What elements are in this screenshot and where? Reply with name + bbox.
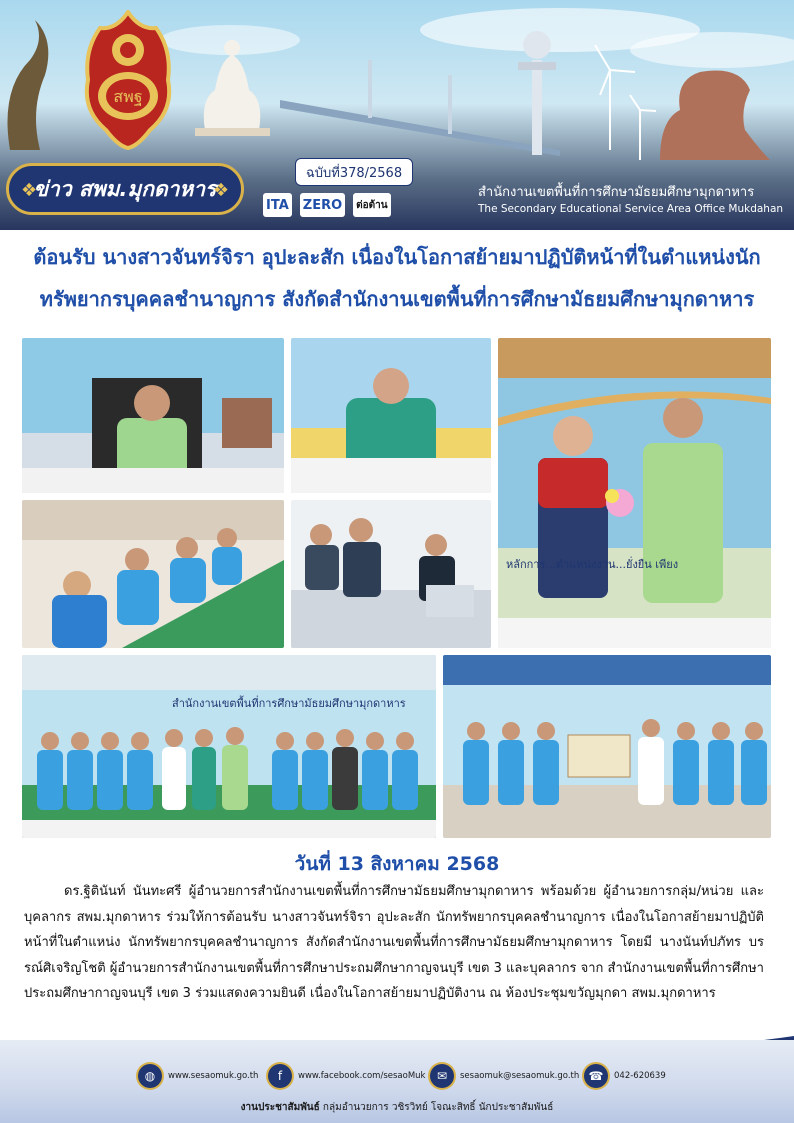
photo-director-speaking [22, 338, 284, 493]
photo-staff-seated [22, 500, 284, 648]
bridge [280, 100, 560, 156]
headline-line-1: ต้อนรับ นางสาวจันทร์จิรา อุปะละสัก เนื่องในโอกาสย้ายมาปฏิบัติหน้าที่ในตำแหน่งนัก [33, 245, 761, 269]
org-name-english: The Secondary Educational Service Area Office Mukdahan [478, 203, 784, 215]
news-label-box [6, 163, 244, 215]
envelope-icon: ✉ [430, 1064, 454, 1088]
phone-contact[interactable] [584, 1064, 666, 1088]
wind-turbine [595, 45, 656, 160]
headline-line-2: ทรัพยากรบุคคลชำนาญการ สังกัดสำนักงานเขตพื้นที่การศึกษามัธยมศึกษามุกดาหาร [39, 287, 755, 311]
email-link[interactable]: sesaomuk@sesaomuk.go.th [460, 1071, 580, 1081]
ita-badge: ITA [263, 193, 292, 217]
rock-formation [660, 70, 770, 160]
news-label: ข่าว สพม.มุกดาหาร [33, 176, 217, 201]
website-contact[interactable] [138, 1064, 258, 1088]
zero-tolerance-badge: ZERO [300, 193, 345, 217]
badge-row [263, 193, 391, 217]
ornament-icon: ❖ [21, 180, 38, 201]
photo-group-left [22, 655, 436, 838]
naga-statue [8, 20, 49, 150]
photo-woman-speaking [291, 338, 491, 493]
header-banner [0, 0, 794, 230]
anti-corruption-badge: ต่อต้าน [353, 193, 390, 217]
photo-group-right [443, 655, 771, 838]
photo-welcome-flowers [498, 338, 771, 648]
website-link[interactable]: www.sesaomuk.go.th [168, 1071, 259, 1081]
obec-logo [80, 10, 176, 150]
headline [0, 236, 794, 320]
ornament-icon: ❖ [212, 180, 229, 201]
credit-department: งานประชาสัมพันธ์ [240, 1102, 320, 1113]
buddha-statue [204, 55, 261, 130]
backdrop-title: สำนักงานเขตพื้นที่การศึกษามัธยมศึกษามุกดาหาร [172, 697, 406, 710]
phone-number[interactable]: 042-620639 [614, 1071, 666, 1081]
issue-number: ฉบับที่378/2568 [295, 158, 413, 186]
email-contact[interactable] [430, 1064, 579, 1088]
event-date: วันที่ 13 สิงหาคม 2568 [294, 853, 500, 875]
svg-text:สพฐ: สพฐ [113, 87, 143, 106]
facebook-link[interactable]: www.facebook.com/sesaoMuk [298, 1071, 426, 1081]
banner-slogan: หลักการ...ตำแหน่งงาน...ยั่งยืน เพียง [506, 558, 679, 571]
facebook-contact[interactable] [268, 1064, 425, 1088]
observation-tower [532, 60, 542, 155]
phone-icon: ☎ [584, 1064, 608, 1088]
credit-line [0, 1100, 794, 1115]
photo-meeting-table [291, 500, 491, 648]
facebook-icon: f [268, 1064, 292, 1088]
globe-icon: ◍ [138, 1064, 162, 1088]
news-body: ดร.ฐิตินันท์ นันทะศรี ผู้อำนวยการสำนักงานเขตพื้นที่การศึกษามัธยมศึกษามุกดาหาร พร้อมด้วย ผู้อำนวยการกลุ่ม/หน่วย และบุคลากร สพม.มุกดาหาร ร่วมให้การต้อนรับ นางสาวจันทร์จิรา อุปะละสัก นักทรัพยากรบุคคลชำนาญการ เนื่องในโอกาสย้ายมาปฏิบัติหน้าที่ในตำแหน่ง นักทรัพยากรบุคคลชำนาญการ สังกัดสำนักงานเขตพื้นที่การศึกษามัธยมศึกษามุกดาหาร โดยมี นางนันท์ปภัทร บรรณ์ศิเจริญโชติ ผู้อำนวยการสำนักงานเขตพื้นที่การศึกษาประถมศึกษากาญจนบุรี เขต 3 และบุคลากร จาก สำนักงานเขตพื้นที่การศึกษาประถมศึกษากาญจนบุรี เขต 3 ร่วมแสดงความยินดี เนื่องในโอกาสย้ายมาปฏิบัติงาน ณ ห้องประชุมขวัญมุกดา สพม.มุกดาหาร [24, 884, 764, 1001]
contact-row [138, 1064, 778, 1090]
org-name-thai: สำนักงานเขตพื้นที่การศึกษามัธยมศึกษามุกดาหาร [478, 185, 755, 200]
credit-detail: กลุ่มอำนวยการ วชิรวิทย์ โจณะสิทธิ์ นักประชาสัมพันธ์ [319, 1102, 554, 1113]
